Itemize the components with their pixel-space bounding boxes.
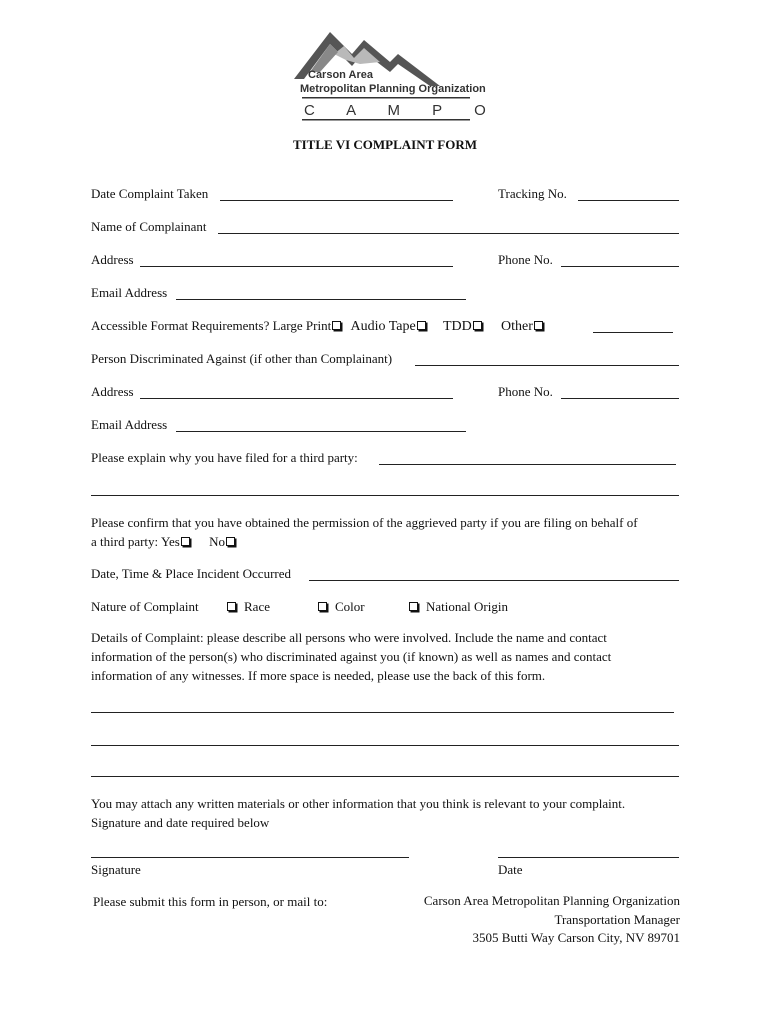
details-line-2: information of the person(s) who discriminated against you (if known) as well as names and contact (91, 649, 612, 664)
details-field-3[interactable] (91, 776, 679, 777)
national-origin-checkbox[interactable] (409, 602, 418, 611)
national-origin-label: National Origin (426, 599, 508, 614)
logo-acronym: C A M P O (304, 102, 500, 119)
incident-field[interactable] (309, 580, 679, 581)
details-line-3: information of any witnesses. If more space is needed, please use the back of this form. (91, 668, 546, 683)
color-checkbox[interactable] (318, 602, 327, 611)
address-field[interactable] (140, 266, 453, 267)
color-option (318, 599, 365, 615)
other-field[interactable] (593, 332, 673, 333)
yes-label: Yes (160, 534, 180, 549)
address-label: Address (91, 252, 134, 267)
date-field[interactable] (498, 857, 679, 858)
no-checkbox[interactable] (226, 537, 235, 546)
race-option (227, 599, 270, 615)
person-field[interactable] (415, 365, 679, 366)
confirm-text-2: a third party: (91, 534, 159, 549)
signature-label: Signature (91, 862, 141, 877)
logo-line2: Metropolitan Planning Organization (300, 83, 486, 95)
color-label: Color (335, 599, 365, 614)
submit-label: Please submit this form in person, or mail to: (93, 894, 328, 909)
confirm-text: Please confirm that you have obtained the permission of the aggrieved party if you are filing on behalf of (91, 515, 638, 530)
third-party-label: Please explain why you have filed for a third party: (91, 450, 358, 465)
option-other-label: Other (500, 319, 533, 334)
other-checkbox[interactable] (534, 321, 543, 330)
attach-line-1: You may attach any written materials or other information that you think is relevant to your complaint. (91, 796, 626, 811)
email-label: Email Address (91, 285, 168, 300)
race-label: Race (244, 599, 270, 614)
logo-line1: Carson Area (308, 69, 374, 81)
email2-field[interactable] (176, 431, 466, 432)
phone2-field[interactable] (561, 398, 679, 399)
yes-checkbox[interactable] (181, 537, 190, 546)
third-party-field-2[interactable] (91, 495, 679, 496)
option-large-print-label: Large Print (272, 318, 332, 333)
details-field-1[interactable] (91, 712, 674, 713)
complainant-label: Name of Complainant (91, 219, 207, 234)
race-checkbox[interactable] (227, 602, 236, 611)
phone-label: Phone No. (498, 252, 553, 267)
tdd-checkbox[interactable] (473, 321, 482, 330)
incident-label: Date, Time & Place Incident Occurred (91, 566, 291, 581)
option-audio-tape-label: Audio Tape (350, 319, 416, 334)
large-print-checkbox[interactable] (332, 321, 341, 330)
accessible-row (91, 318, 545, 335)
confirm-row (91, 534, 237, 550)
mailing-address (380, 892, 680, 948)
date-label: Date (498, 862, 523, 877)
email2-label: Email Address (91, 417, 168, 432)
campo-logo (290, 24, 500, 124)
tracking-field[interactable] (578, 200, 679, 201)
audio-tape-checkbox[interactable] (417, 321, 426, 330)
address2-field[interactable] (140, 398, 453, 399)
option-tdd-label: TDD (442, 319, 472, 334)
mail-line-2: Transportation Manager (554, 911, 680, 927)
national-origin-option (409, 599, 508, 615)
phone2-label: Phone No. (498, 384, 553, 399)
person-label: Person Discriminated Against (if other than Complainant) (91, 351, 393, 366)
attach-text (91, 794, 625, 832)
attach-line-2: Signature and date required below (91, 815, 270, 830)
details-line-1: Details of Complaint: please describe all persons who were involved. Include the name and contact (91, 630, 607, 645)
date-taken-field[interactable] (220, 200, 453, 201)
details-field-2[interactable] (91, 745, 679, 746)
nature-label: Nature of Complaint (91, 599, 199, 614)
signature-field[interactable] (91, 857, 409, 858)
tracking-label: Tracking No. (498, 186, 567, 201)
complainant-field[interactable] (218, 233, 679, 234)
date-taken-label: Date Complaint Taken (91, 186, 209, 201)
address2-label: Address (91, 384, 134, 399)
form-title: TITLE VI COMPLAINT FORM (292, 137, 478, 152)
details-text (91, 628, 611, 685)
no-label: No (209, 534, 225, 549)
accessible-label: Accessible Format Requirements? (91, 318, 270, 333)
third-party-field[interactable] (379, 464, 676, 465)
mail-line-1: Carson Area Metropolitan Planning Organization (423, 893, 680, 908)
phone-field[interactable] (561, 266, 679, 267)
mail-line-3: 3505 Butti Way Carson City, NV 89701 (472, 930, 680, 945)
email-field[interactable] (176, 299, 466, 300)
